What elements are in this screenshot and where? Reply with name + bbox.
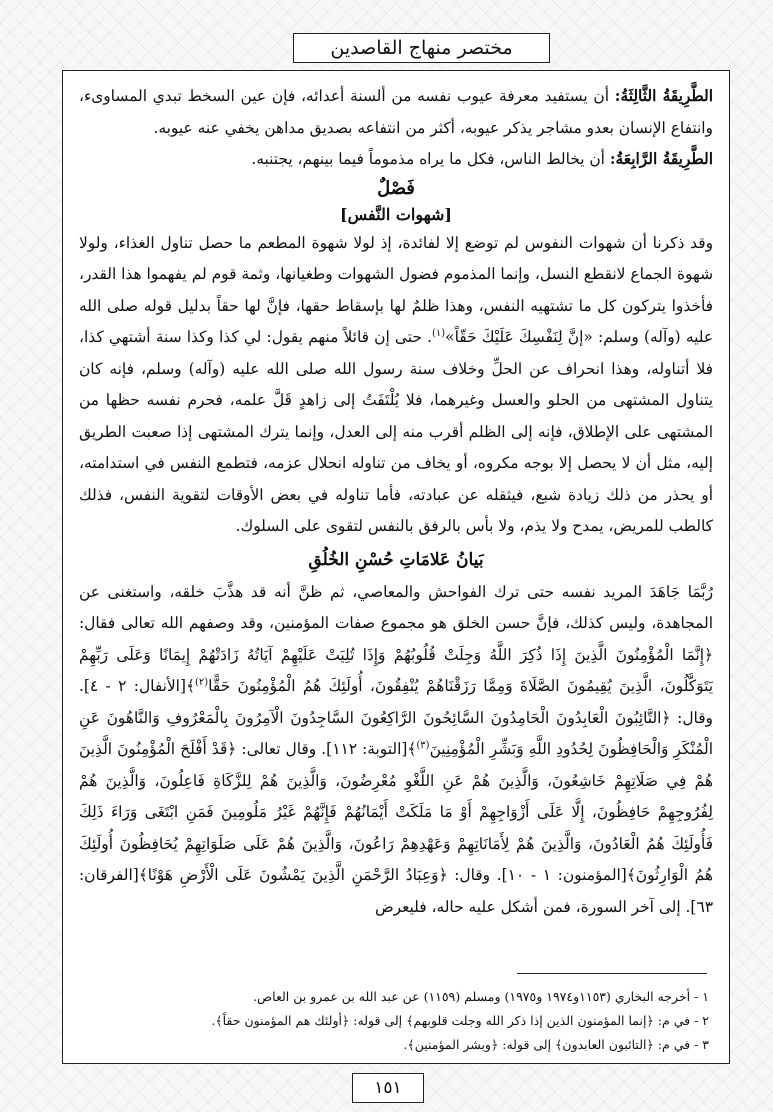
footnote-ref-2[interactable]: (٢)	[194, 676, 209, 688]
character-text-3: ﴾[التوبة: ١١٢]. وقال تعالى: ﴿قَدْ أَفْلَحَ الْمُؤْمِنُونَ الَّذِينَ هُمْ فِي صَلَاتِهِمْ خَاشِعُونَ، وَالَّذِينَ هُمْ عَنِ اللَّغْوِ مُعْرِضُونَ، وَالَّذِينَ هُمْ لِلزَّكَاةِ فَاعِلُونَ، وَالَّذِينَ هُمْ لِفُرُوجِهِمْ حَافِظُونَ، إِلَّا عَلَى أَزْوَاجِهِمْ أَوْ مَا مَلَكَتْ أَيْمَانُهُمْ فَإِنَّهُمْ غَيْرُ مَلُومِينَ فَمَنِ ابْتَغَى وَرَاءَ ذَلِكَ فَأُولَئِكَ هُمُ الْعَادُونَ، وَالَّذِينَ هُمْ لِأَمَانَاتِهِمْ وَعَهْدِهِمْ رَاعُونَ، وَالَّذِينَ هُمْ عَلَى صَلَوَاتِهِمْ يُحَافِظُونَ أُولَئِكَ هُمُ الْوَارِثُونَ﴾[المؤمنون: ١ - ١٠]. وقال: ﴿وَعِبَادُ الرَّحْمَنِ الَّذِينَ يَمْشُونَ عَلَى الْأَرْضِ هَوْنًا﴾[الفرقان: ٦٣]. إلى آخر السورة، فمن أشكل عليه حاله، فليعرض	[79, 740, 713, 916]
paragraph-fourth-method	[79, 144, 713, 176]
footnote-divider	[517, 973, 707, 974]
desires-heading: [شهوات النَّفس]	[340, 204, 452, 224]
footnote-ref-1[interactable]: (١)	[431, 327, 446, 339]
paragraph-third-method	[79, 81, 713, 144]
footnote-1: ١ - أخرجه البخاري (١١٥٣و١٩٧٤ و١٩٧٥) ومسلم (١١٥٩) عن عبد الله بن عمرو بن العاص.	[253, 989, 709, 1004]
page-number	[352, 1073, 424, 1103]
fourth-method-text: أن يخالط الناس، فكل ما يراه مذموماً فيما بينهم، يجتنبه.	[251, 150, 605, 168]
footnote-ref-3[interactable]: (٣)	[416, 739, 430, 751]
desires-text: وقد ذكرنا أن شهوات النفوس لم توضع إلا لفائدة، إذ لولا شهوة المطعم ما حصل تناول الغذاء، ولولا شهوة الجماع لانقطع النسل، وإنما المذموم فضول الشهوات وطغيانها، وثمة قوم لم يفهموا هذا القدر، فأخذوا يتركون كل ما تشتهيه النفس، وهذا ظلمٌ لها بإسقاط حقها، فإنَّ لها حقاً بدليل قوله صلى الله عليه (وآله) وسلم: «إنَّ لِنَفْسِكَ عَلَيْكَ حَقّاً»	[79, 233, 714, 346]
footnote-2: ٢ - في م: ﴿إنما المؤمنون الذين إذا ذكر الله وجلت قلوبهم﴾ إلى قوله: ﴿أولئك هم المؤمنون حقاً﴾.	[211, 1013, 709, 1028]
fasl-heading: فَصْلٌ	[377, 177, 415, 199]
footnote-3: ٣ - في م: ﴿التائبون العابدون﴾ إلى قوله: ﴿وبشر المؤمنين﴾.	[403, 1037, 709, 1052]
footnotes	[83, 985, 709, 1057]
text-frame	[62, 70, 730, 1064]
character-text-2: ﴾[الأنفال: ٢ - ٤]. وقال: ﴿التَّائِبُونَ الْعَابِدُونَ الْحَامِدُونَ السَّائِحُونَ الرَّاكِعُونَ السَّاجِدُونَ الْآمِرُونَ بِالْمَعْرُوفِ وَالنَّاهُونَ عَنِ الْمُنْكَرِ وَالْحَافِظُونَ لِحُدُودِ اللَّهِ وَبَشِّرِ الْمُؤْمِنِينَ	[79, 677, 713, 758]
paragraph-good-character	[79, 577, 713, 924]
third-method-text: أن يستفيد معرفة عيوب نفسه من ألسنة أعدائه، فإن عين السخط تبدي المساوىء، وانتفاع الإنسان بعدو مشاجر يذكر عيوبه، أكثر من انتفاعه بصديق مداهن يخفي عنه عيوبه.	[79, 87, 713, 137]
page-number-text: ١٥١	[374, 1078, 402, 1098]
third-method-label: الطَّرِيقَةُ الثَّالِثَةُ:	[614, 87, 713, 105]
character-text-1: رُبَّمَا جَاهَدَ المريد نفسه حتى ترك الفواحش والمعاصي، ثم ظنَّ أنه قد هذَّبَ خلقه، واستغنى عن المجاهدة، وليس كذلك، فإنَّ حسن الخلق هو مجموع صفات المؤمنين، وقد وصفهم الله تعالى فقال: ﴿إِنَّمَا الْمُؤْمِنُونَ الَّذِينَ إِذَا ذُكِرَ اللَّهُ وَجِلَتْ قُلُوبُهُمْ وَإِذَا تُلِيَتْ عَلَيْهِمْ آيَاتُهُ زَادَتْهُمْ إِيمَانًا وَعَلَى رَبِّهِمْ يَتَوَكَّلُونَ، الَّذِينَ يُقِيمُونَ الصَّلَاةَ وَمِمَّا رَزَقْنَاهُمْ يُنْفِقُونَ، أُولَئِكَ هُمُ الْمُؤْمِنُونَ حَقًّا	[79, 582, 713, 695]
book-title: مختصر منهاج القاصدين	[330, 37, 513, 59]
good-character-heading: بَيانُ عَلامَاتِ حُسْنِ الخُلُقِ	[308, 549, 484, 570]
desires-text-continued: . حتى إن قائلاً منهم يقول: لي كذا وكذا سنة أشتهي كذا، فلا أتناوله، وهذا انحراف عن الحلِّ وخلاف سنة رسول الله صلى الله عليه (وآله) وسلم، فإنه كان يتناول المشتهى من الحلو والعسل وغيرهما، فلا يُلْتَفَتُ إلى زاهدٍ قَلَّ علمه، فحرم نفسه حظها من المشتهى على الإطلاق، فإنه إلى الظلم أقرب منه إلى العدل، وإنما يترك المشتهى إذا صعبت الطريق إليه، مثل أن لا يحصل إلا بوجه مكروه، أو يخاف من تناوله انحلال عزمه، فتطمع النفس في استدامته، أو يحذر من ذلك زيادة شبع، فيثقله عن عبادته، فأما تناوله في بعض الأوقات لتقوية النفس، فذلك كالطب للمريض، يمدح ولا يذم، ولا بأس بالرفق بالنفس لتقوى على السلوك.	[79, 328, 713, 535]
fourth-method-label: الطَّرِيقَةُ الرَّابِعَةُ:	[609, 150, 713, 168]
running-header	[293, 33, 550, 63]
main-text	[79, 81, 713, 923]
paragraph-desires	[79, 228, 713, 543]
